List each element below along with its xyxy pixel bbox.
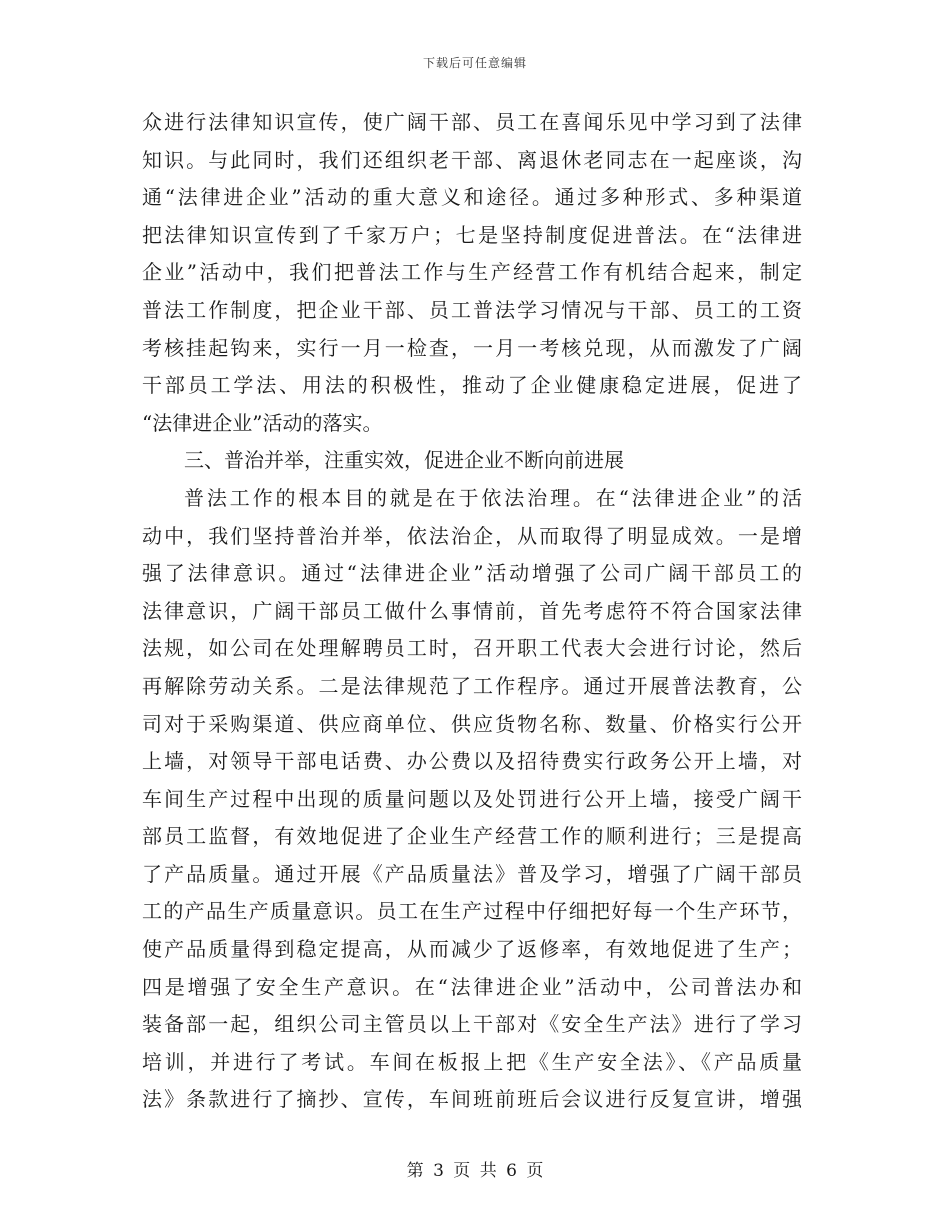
text-line: 法律意识，广阔干部员工做什么事情前，首先考虑符不符合国家法律 — [142, 598, 802, 623]
text-line: 企业”活动中，我们把普法工作与生产经营工作有机结合起来，制定 — [142, 260, 802, 285]
text-line: 上墙，对领导干部电话费、办公费以及招待费实行政务公开上墙，对 — [142, 749, 802, 774]
text-line: 装备部一起，组织公司主管员以上干部对《安全生产法》进行了学习 — [142, 1012, 802, 1037]
text-line: 普法工作的根本目的就是在于依法治理。在“法律进企业”的活 — [184, 485, 802, 510]
document-body — [142, 104, 802, 1119]
text-line: 法》条款进行了摘抄、宣传，车间班前班后会议进行反复宣讲，增强 — [142, 1087, 802, 1112]
text-line: 司对于采购渠道、供应商单位、供应货物名称、数量、价格实行公开 — [142, 711, 802, 736]
text-line: 法规，如公司在处理解聘员工时，召开职工代表大会进行讨论，然后 — [142, 636, 802, 661]
text-line: 四是增强了安全生产意识。在“法律进企业”活动中，公司普法办和 — [142, 974, 802, 999]
text-line: 考核挂起钩来，实行一月一检查，一月一考核兑现，从而激发了广阔 — [142, 335, 802, 360]
text-line: “法律进企业”活动的落实。 — [142, 410, 383, 435]
text-line: 通“法律进企业”活动的重大意义和途径。通过多种形式、多种渠道 — [142, 185, 802, 210]
text-line: 使产品质量得到稳定提高，从而减少了返修率，有效地促进了生产； — [142, 937, 802, 962]
text-line: 普法工作制度，把企业干部、员工普法学习情况与干部、员工的工资 — [142, 297, 802, 322]
section-heading: 三、普治并举，注重实效，促进企业不断向前进展 — [184, 448, 624, 473]
text-line: 动中，我们坚持普治并举，依法治企，从而取得了明显成效。一是增 — [142, 523, 802, 548]
text-line: 干部员工学法、用法的积极性，推动了企业健康稳定进展，促进了 — [142, 373, 802, 398]
text-line: 再解除劳动关系。二是法律规范了工作程序。通过开展普法教育，公 — [142, 673, 802, 698]
text-line: 工的产品生产质量意识。员工在生产过程中仔细把好每一个生产环节， — [142, 899, 802, 924]
text-line: 培训，并进行了考试。车间在板报上把《生产安全法》、《产品质量 — [142, 1049, 802, 1074]
page-header: 下载后可任意编辑 — [422, 56, 527, 70]
page-number-footer: 第 3 页 共 6 页 — [406, 1161, 544, 1181]
text-line: 部员工监督，有效地促进了企业生产经营工作的顺利进行；三是提高 — [142, 824, 802, 849]
text-line: 众进行法律知识宣传，使广阔干部、员工在喜闻乐见中学习到了法律 — [142, 110, 802, 134]
text-line: 强了法律意识。通过“法律进企业”活动增强了公司广阔干部员工的 — [142, 561, 802, 586]
text-line: 知识。与此同时，我们还组织老干部、离退休老同志在一起座谈，沟 — [142, 147, 802, 172]
text-line: 车间生产过程中出现的质量问题以及处罚进行公开上墙，接受广阔干 — [142, 786, 802, 811]
text-line: 了产品质量。通过开展《产品质量法》普及学习，增强了广阔干部员 — [142, 861, 802, 886]
text-line: 把法律知识宣传到了千家万户；七是坚持制度促进普法。在“法律进 — [142, 222, 802, 247]
